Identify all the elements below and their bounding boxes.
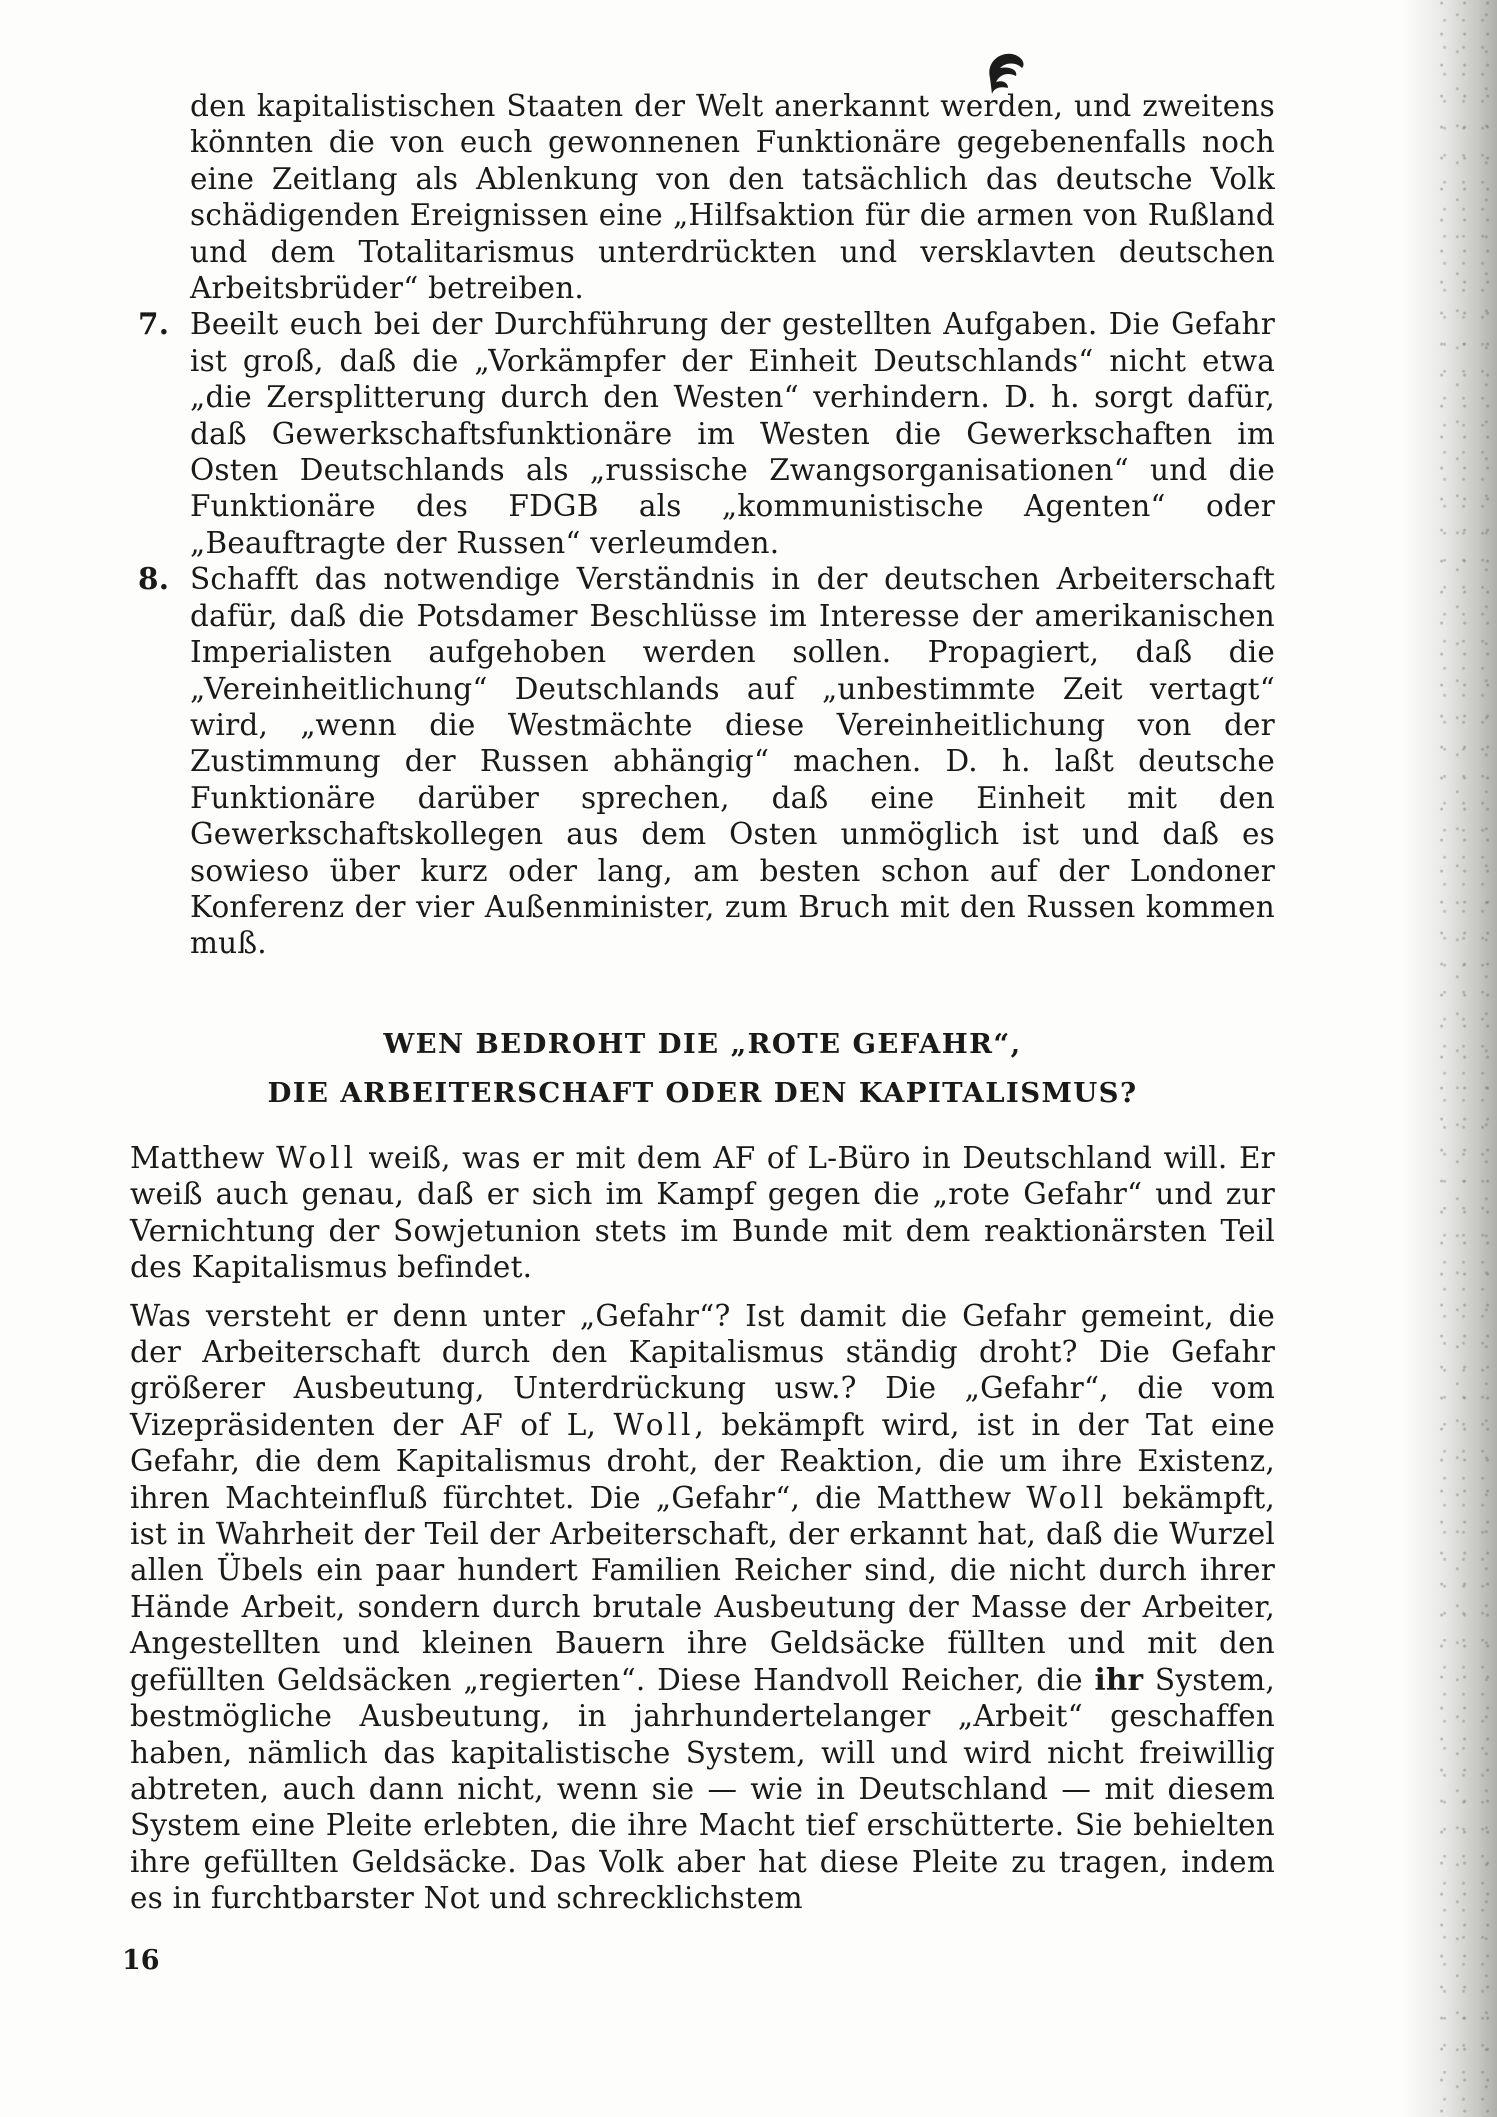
body-text: [130, 1140, 1275, 1929]
scan-edge-speckle: [1437, 0, 1497, 2117]
list-item-number: 8.: [138, 561, 170, 597]
list-continuation: den kapitalistischen Staaten der Welt anerkannt werden, und zweitens könnten die von euch gewonnenen Funktionäre gegebenenfalls noch eine Zeitlang als Ablenkung von den tatsächlich das deutsche Volk schädigenden Ereignissen eine „Hilfsaktion für die armen von Rußland und dem Totalitarismus unterdrückten und versklavten deutschen Arbeitsbrüder“ betreiben.: [190, 89, 1275, 306]
spaced-name: Woll: [276, 1141, 358, 1175]
emphasis-text: ihr: [1094, 1661, 1144, 1697]
paragraph-text: Matthew: [130, 1141, 277, 1175]
paragraph: [130, 1298, 1275, 1917]
section-heading-line-2: DIE ARBEITERSCHAFT ODER DEN KAPITALISMUS?: [267, 1077, 1138, 1109]
paragraph-text: Was versteht er denn unter „Gefahr“? Ist damit die Gefahr gemeint, die der Arbeiterschaft durch den Kapitalismus ständig droht? Die Gefahr größerer Ausbeutung, Unterdrückung usw.? Die „Gefahr“, die vom Vizepräsidenten der AF of L,: [130, 1298, 1275, 1442]
paragraph-text: weiß, was er mit dem AF of L-Büro in Deutschland will. Er weiß auch genau, daß er sich im Kampf gegen die „rote Gefahr“ und zur Vernichtung der Sowjetunion stets im Bunde mit dem reaktionärsten Teil des Kapitalismus befindet.: [130, 1141, 1275, 1285]
list-item-number: 7.: [138, 306, 170, 342]
paragraph-text: System, bestmögliche Ausbeutung, in jahrhundertelanger „Arbeit“ geschaffen haben, nämlich das kapitalistische System, will und wird nicht freiwillig abtreten, auch dann nicht, wenn sie — wie in Deutschland — mit diesem System eine Pleite erlebten, die ihre Macht tief erschütterte. Sie behielten ihre gefüllten Geldsäcke. Das Volk aber hat diese Pleite zu tragen, indem es in furchtbarster Not und schrecklichstem: [130, 1662, 1276, 1916]
page-number: 16: [122, 1945, 160, 1976]
list-item-text: Schafft das notwendige Verständnis in der deutschen Arbeiterschaft dafür, daß die Potsdamer Beschlüsse im Interesse der amerikanischen Imperialisten aufgehoben werden sollen. Propagiert, daß die „Vereinheitlichung“ Deutschlands auf „unbestimmte Zeit vertagt“ wird, „wenn die Westmächte diese Vereinheitlichung von der Zustimmung der Russen abhängig“ machen. D. h. laßt deutsche Funktionäre darüber sprechen, daß eine Einheit mit den Gewerkschaftskollegen aus dem Osten unmöglich ist und daß es sowieso über kurz oder lang, am besten schon auf der Londoner Konferenz der vier Außenminister, zum Bruch mit den Russen kommen muß.: [190, 562, 1275, 961]
list-item: [138, 306, 1275, 561]
section-heading-line-1: WEN BEDROHT DIE „ROTE GEFAHR“,: [383, 1028, 1022, 1060]
paragraph: [130, 1140, 1275, 1286]
paragraph-text: bekämpft, ist in Wahrheit der Teil der Arbeiterschaft, der erkannt hat, daß die Wurzel allen Übels ein paar hundert Familien Reicher sind, die nicht durch ihrer Hände Arbeit, sondern durch brutale Ausbeutung der Masse der Arbeiter, Angestellten und kleinen Bauern ihre Geldsäcke füllten und mit den gefüllten Geldsäcken „regierten“. Diese Handvoll Reicher, die: [130, 1480, 1275, 1697]
numbered-list: [138, 88, 1275, 962]
list-item: [138, 561, 1275, 961]
list-item-text: Beeilt euch bei der Durchführung der gestellten Aufgaben. Die Gefahr ist groß, daß die „Vorkämpfer der Einheit Deutschlands“ nicht etwa „die Zersplitterung durch den Westen“ verhindern. D. h. sorgt dafür, daß Gewerkschaftsfunktionäre im Westen die Gewerkschaften im Osten Deutschlands als „russische Zwangsorganisationen“ und die Funktionäre des FDGB als „kommunistische Agenten“ oder „Beauftragte der Russen“ verleumden.: [190, 307, 1275, 560]
spaced-name: Woll: [613, 1407, 695, 1442]
spaced-name: Woll: [1026, 1480, 1108, 1515]
paragraph-text: , bekämpft wird, ist in der Tat eine Gefahr, die dem Kapitalismus droht, der Reaktion, die um ihre Existenz, ihren Machteinfluß fürchtet. Die „Gefahr“, die Matthew: [130, 1407, 1275, 1515]
